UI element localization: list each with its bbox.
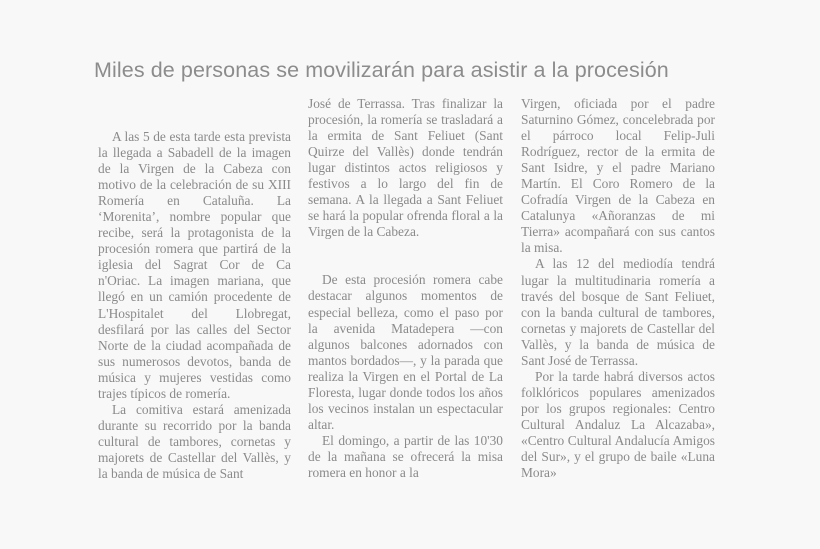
article-paragraph: El domingo, a partir de las 10'30 de la mañana se ofrecerá la misa romera en honor a la (308, 432, 503, 480)
article-paragraph: A las 5 de esta tarde esta prevista la llegada a Sabadell de la imagen de la Virgen de la Cabeza con motivo de la celebración de su XIII Romería en Cataluña. La ‘Morenita’, nombre popular que recibe, será la protagonista de la procesión romera que partirá de la iglesia del Sagrat Cor de Ca n'Oriac. La imagen mariana, que llegó en un camión procedente de L'Hospitalet del Llobregat, desfilará por las calles del Sector Norte de la ciudad acompañada de sus numerosos devotos, banda de música y mujeres vestidas como trajes típicos de romería. (98, 129, 291, 401)
article-paragraph: Por la tarde habrá diversos actos folklóricos populares amenizados por los grupos regionales: Centro Cultural Andaluz La Alcazaba», «Centro Cultural Andalucía Amigos del Sur», y el grupo de baile «Luna Mora» (521, 368, 715, 481)
article-paragraph: Virgen, oficiada por el padre Saturnino Gómez, concelebrada por el párroco local Felip-Juli Rodríguez, rector de la ermita de Sant Isidre, y el padre Mariano Martín. El Coro Romero de la Cofradía Virgen de la Cabeza en Catalunya «Añoranzas de mi Tierra» acompañará con sus cantos la misa. (521, 96, 715, 256)
article-paragraph: José de Terrassa. Tras finalizar la procesión, la romería se trasladará a la ermita de Sant Feliuet (Sant Quirze del Vallès) donde tendrán lugar distintos actos religiosos y festivos a lo largo del fin de semana. A la llegada a Sant Feliuet se hará la popular ofrenda floral a la Virgen de la Cabeza. (308, 96, 503, 240)
article-column-2 (308, 96, 503, 481)
article-column-1 (98, 129, 291, 482)
article-column-3 (521, 96, 715, 481)
article-headline: Miles de personas se movilizarán para asistir a la procesión (94, 58, 669, 82)
article-paragraph: De esta procesión romera cabe destacar algunos momentos de especial belleza, como el paso por la avenida Matadepera —con algunos balcones adornados con mantos bordados—, y la parada que realiza la Virgen en el Portal de La Floresta, lugar donde todos los años los vecinos instalan un espectacular altar. (308, 272, 503, 432)
article-paragraph: A las 12 del mediodía tendrá lugar la multitudinaria romería a través del bosque de Sant Feliuet, con la banda cultural de tambores, cornetas y majorets de Castellar del Vallès, y la banda de música de Sant José de Terrassa. (521, 256, 715, 368)
article-paragraph: La comitiva estará amenizada durante su recorrido por la banda cultural de tambores, cornetas y majorets de Castellar del Vallès, y la banda de música de Sant (98, 401, 291, 481)
